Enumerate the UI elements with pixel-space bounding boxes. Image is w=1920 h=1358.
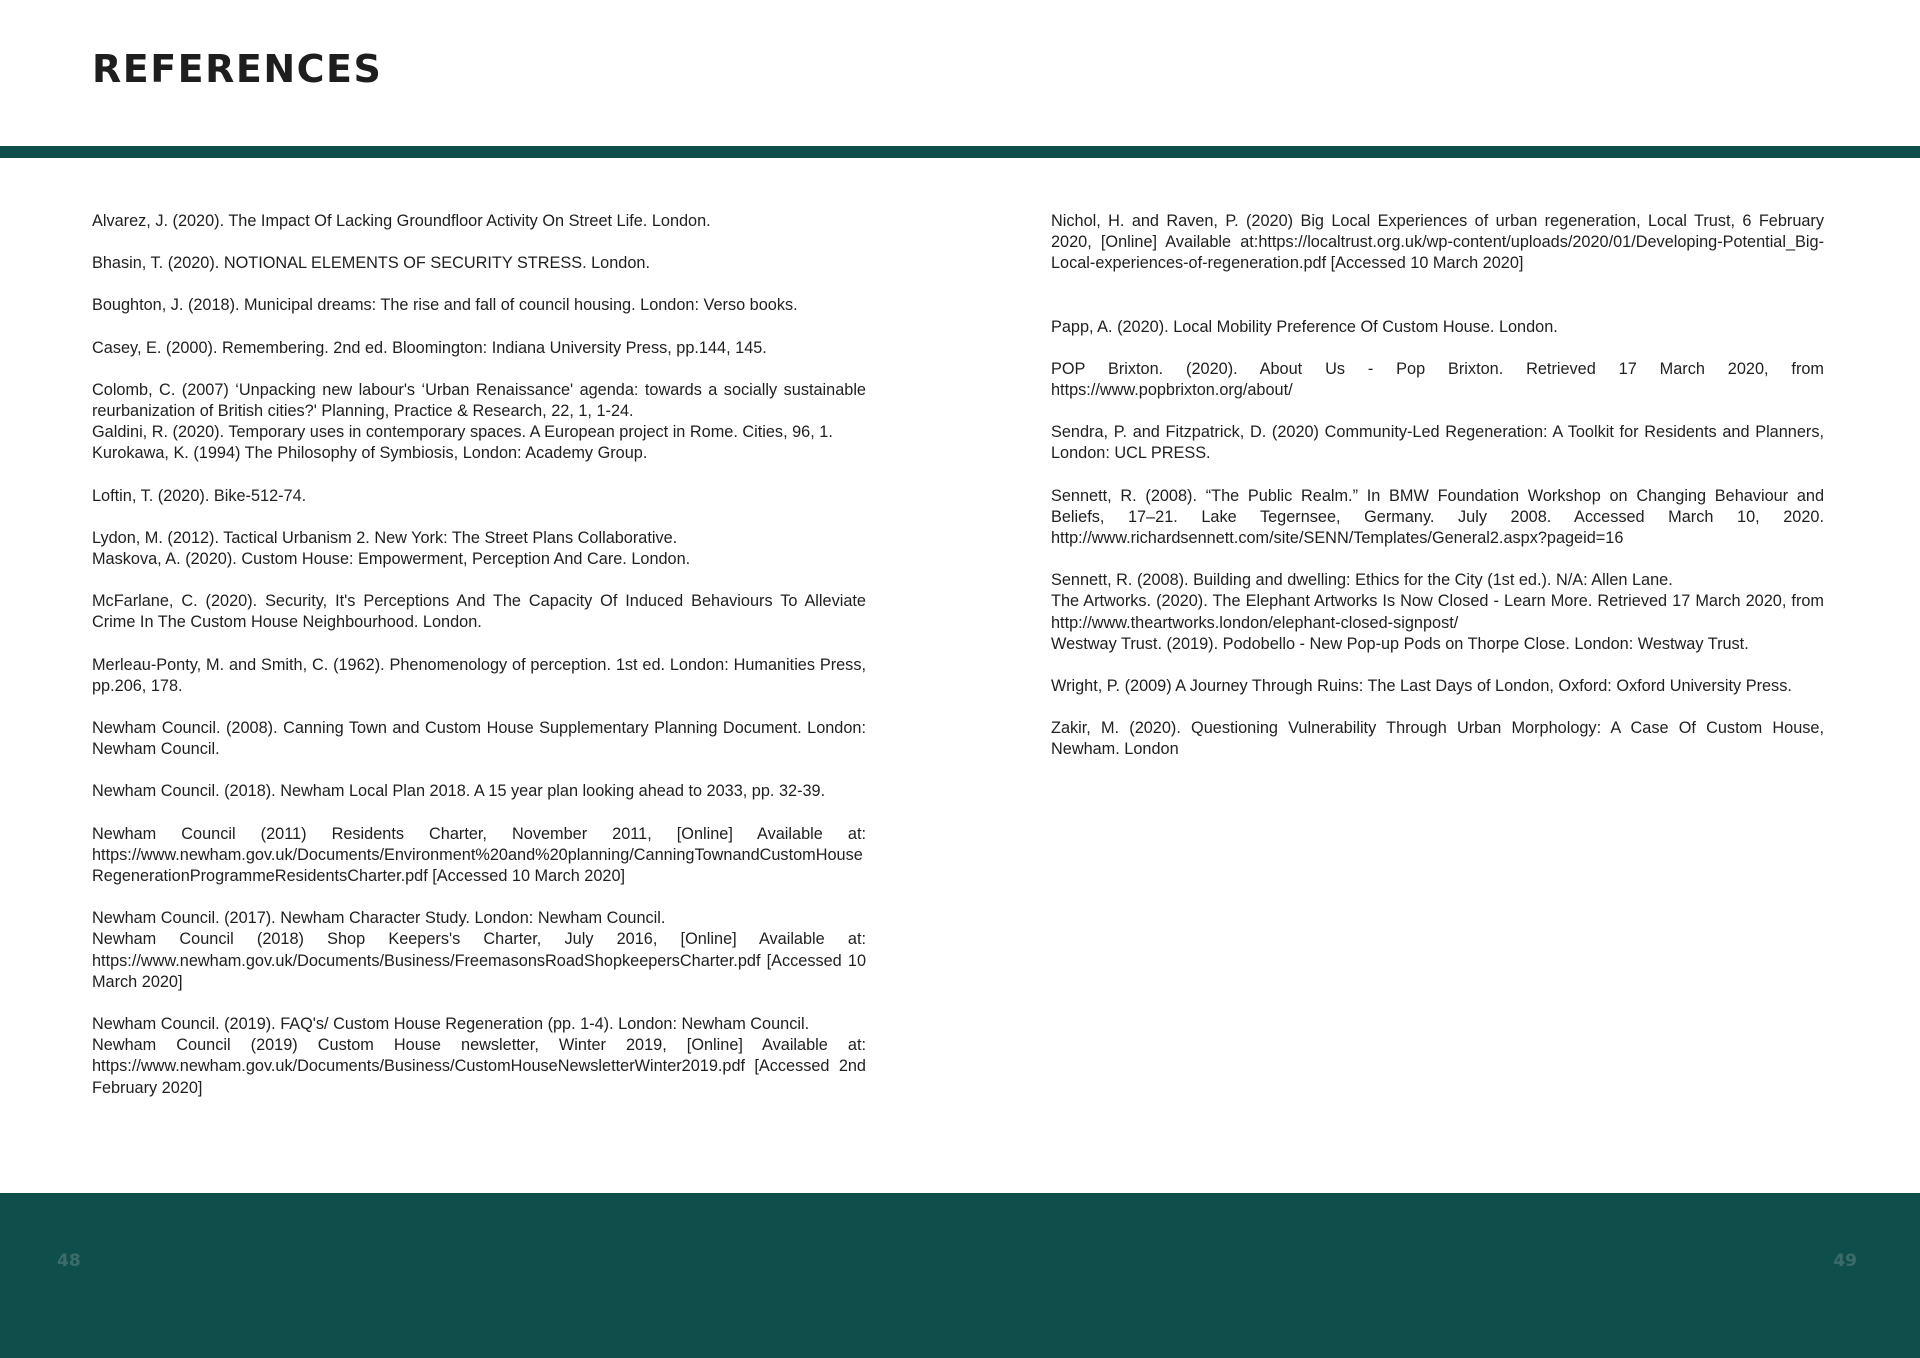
reference-entry: Boughton, J. (2018). Municipal dreams: The rise and fall of council housing. London: Verso books. xyxy=(92,296,798,315)
reference-entry: Zakir, M. (2020). Questioning Vulnerability Through Urban Morphology: A Case Of Custom House, Newham. London xyxy=(1051,719,1824,759)
reference-entry: Wright, P. (2009) A Journey Through Ruins: The Last Days of London, Oxford: Oxford University Press. xyxy=(1051,677,1792,696)
reference-entry: Newham Council (2011) Residents Charter, November 2011, [Online] Available at: https://www.newham.gov.uk/Documents/Environment%20and%20planning/CanningTownandCustomHouseRegenerationProgrammeResidentsCharter.pdf [Accessed 10 March 2020] xyxy=(92,824,866,886)
page-number-left: 48 xyxy=(57,1251,81,1271)
page-number-right: 49 xyxy=(1833,1251,1857,1271)
reference-entry: Papp, A. (2020). Local Mobility Preference Of Custom House. London. xyxy=(1051,317,1558,336)
reference-entry: Newham Council. (2019). FAQ's/ Custom House Regeneration (pp. 1-4). London: Newham Council. xyxy=(92,1015,810,1034)
reference-entry: Sennett, R. (2008). Building and dwelling: Ethics for the City (1st ed.). N/A: Allen Lane. xyxy=(1051,571,1673,590)
references-left-column xyxy=(92,211,866,1099)
reference-entry: Casey, E. (2000). Remembering. 2nd ed. Bloomington: Indiana University Press, pp.144, 145. xyxy=(92,338,767,357)
reference-entry: Newham Council (2019) Custom House newsletter, Winter 2019, [Online] Available at: https://www.newham.gov.uk/Documents/Business/CustomHouseNewsletterWinter2019.pdf [Accessed 2nd February 2020] xyxy=(92,1036,866,1097)
reference-entry: Sennett, R. (2008). “The Public Realm.” In BMW Foundation Workshop on Changing Behaviour and Beliefs, 17–21. Lake Tegernsee, Germany. July 2008. Accessed March 10, 2020. http://www.richardsennett.com/site/SENN/Templates/General2.aspx?pageid=16 xyxy=(1051,486,1824,548)
footer-band xyxy=(0,1193,1920,1358)
reference-entry: Alvarez, J. (2020). The Impact Of Lacking Groundfloor Activity On Street Life. London. xyxy=(92,212,711,230)
reference-entry: Galdini, R. (2020). Temporary uses in contemporary spaces. A European project in Rome. Cities, 96, 1. xyxy=(92,423,833,442)
page-title: REFERENCES xyxy=(92,47,383,91)
reference-entry: The Artworks. (2020). The Elephant Artworks Is Now Closed - Learn More. Retrieved 17 March 2020, from http://www.theartworks.london/elephant-closed-signpost/ xyxy=(1051,592,1824,632)
reference-entry: Newham Council. (2017). Newham Character Study. London: Newham Council. xyxy=(92,909,666,928)
reference-entry: Westway Trust. (2019). Podobello - New Pop-up Pods on Thorpe Close. London: Westway Trust. xyxy=(1051,634,1749,653)
reference-entry: Nichol, H. and Raven, P. (2020) Big Local Experiences of urban regeneration, Local Trust, 6 February 2020, [Online] Available at:https://localtrust.org.uk/wp-content/uploads/2020/01/Developing-Potential_Big-Local-experiences-of-regeneration.pdf [Accessed 10 March 2020] xyxy=(1051,212,1824,273)
reference-entry: Merleau-Ponty, M. and Smith, C. (1962). Phenomenology of perception. 1st ed. London: Humanities Press, pp.206, 178. xyxy=(92,655,866,695)
reference-entry: Kurokawa, K. (1994) The Philosophy of Symbiosis, London: Academy Group. xyxy=(92,444,648,463)
reference-entry: Maskova, A. (2020). Custom House: Empowerment, Perception And Care. London. xyxy=(92,550,691,569)
reference-entry: Colomb, C. (2007) ‘Unpacking new labour's ‘Urban Renaissance' agenda: towards a socially sustainable reurbanization of British cities?' Planning, Practice & Research, 22, 1, 1-24. xyxy=(92,380,866,421)
reference-entry: POP Brixton. (2020). About Us - Pop Brixton. Retrieved 17 March 2020, from https://www.popbrixton.org/about/ xyxy=(1051,359,1824,400)
reference-entry: Newham Council (2018) Shop Keepers's Charter, July 2016, [Online] Available at: https://www.newham.gov.uk/Documents/Business/FreemasonsRoadShopkeepersCharter.pdf [Accessed 10 March 2020] xyxy=(92,930,866,991)
references-right-column xyxy=(1051,211,1824,761)
reference-entry: Loftin, T. (2020). Bike-512-74. xyxy=(92,486,307,505)
header-divider xyxy=(0,146,1920,158)
reference-entry: Newham Council. (2018). Newham Local Plan 2018. A 15 year plan looking ahead to 2033, pp. 32-39. xyxy=(92,782,826,801)
reference-entry: McFarlane, C. (2020). Security, It's Perceptions And The Capacity Of Induced Behaviours To Alleviate Crime In The Custom House Neighbourhood. London. xyxy=(92,592,866,632)
reference-entry: Newham Council. (2008). Canning Town and Custom House Supplementary Planning Document. London: Newham Council. xyxy=(92,719,866,759)
reference-entry: Sendra, P. and Fitzpatrick, D. (2020) Community-Led Regeneration: A Toolkit for Residents and Planners, London: UCL PRESS. xyxy=(1051,423,1824,463)
reference-entry: Bhasin, T. (2020). NOTIONAL ELEMENTS OF SECURITY STRESS. London. xyxy=(92,254,650,273)
reference-entry: Lydon, M. (2012). Tactical Urbanism 2. New York: The Street Plans Collaborative. xyxy=(92,528,678,547)
